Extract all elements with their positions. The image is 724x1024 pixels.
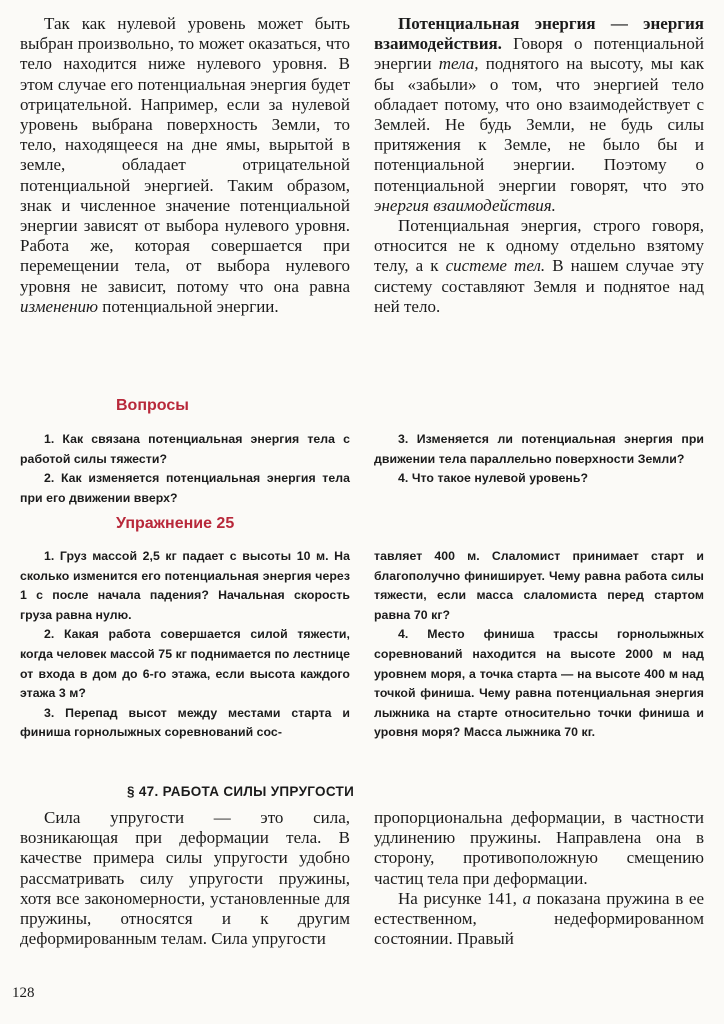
question-2: 2. Как изменяется потенциальная энергия тела при его движении вверх?	[20, 471, 350, 505]
exercise-left	[20, 547, 350, 743]
paragraph-zero-level	[20, 14, 350, 317]
italic-run: энергия взаимодействия.	[374, 195, 556, 215]
paragraph-system-of-bodies	[374, 216, 704, 317]
exercise-1: 1. Груз массой 2,5 кг падает с высоты 10 м. На сколько изменится его потенциальная энергия через 1 с после начала падения? Начальная скорость груза равна нулю.	[20, 549, 350, 622]
question-4: 4. Что такое нулевой уровень?	[398, 471, 589, 486]
section-heading: § 47. РАБОТА СИЛЫ УПРУГОСТИ	[127, 784, 355, 799]
italic-run: системе тел.	[445, 256, 546, 276]
page-number: 128	[12, 985, 35, 1001]
section-right-column	[374, 808, 704, 949]
exercise-3-end: тавляет 400 м. Слаломист принимает старт и благополучно финиширует. Чему равна работа силы тяжести, если масса слаломиста перед стартом равна 70 кг?	[374, 549, 704, 622]
italic-run: тела,	[438, 54, 479, 74]
paragraph-interaction-energy	[374, 14, 704, 216]
text-run: показана пружина в ее естественном, недеформированном состоянии. Правый	[374, 888, 704, 949]
top-right-column	[374, 14, 704, 317]
question-1: 1. Как связана потенциальная энергия тела с работой силы тяжести?	[20, 432, 350, 466]
questions-heading: Вопросы	[116, 397, 189, 414]
text-run: На рисунке 141,	[398, 888, 523, 908]
text-run: В нашем случае эту систему составляют Земля и поднятое над ней тело.	[374, 256, 705, 316]
text-run: поднятого на высоту, мы как бы «забыли» о том, что энергией тело обладает потому, что оно взаимодействует с Землей. Не будь Земли, не будь силы притяжения к Земле, не было бы и потенциальной энергии. Поэтому о потенциальной энергии говорят, что это	[374, 54, 704, 195]
exercise-4: 4. Место финиша трассы горнолыжных соревнований находится на высоте 2000 м над уровнем моря, а точка старта — на высоте 400 м над точкой финиша. Чему равна потенциальная энергия лыжника на старте относительно точки финиша и уровня моря? Масса лыжника 70 кг.	[374, 627, 704, 740]
exercise-right	[374, 547, 704, 743]
exercise-3-start: 3. Перепад высот между местами старта и финиша горнолыжных соревнований сос-	[20, 705, 350, 740]
italic-run: а	[522, 888, 531, 908]
text-run: Потенциальная энергия, строго говоря, относится не к одному отдельно взятому телу, а к	[374, 216, 704, 276]
top-left-column	[20, 14, 350, 317]
bold-run: Потенциальная энергия — энергия взаимодействия.	[374, 14, 704, 54]
questions-right	[374, 430, 704, 489]
paragraph-proportional: пропорциональна деформации, в частности удлинению пружины. Направлена она в сторону, противоположную смещению частиц тела при деформации.	[374, 808, 704, 888]
section-left-column	[20, 808, 350, 949]
text-run: потенциальной энергии.	[98, 296, 279, 316]
exercise-2: 2. Какая работа совершается силой тяжести, когда человек массой 75 кг поднимается по лестнице от входа в дом до 6-го этажа, если высота каждого этажа 3 м?	[20, 627, 350, 701]
exercise-heading: Упражнение 25	[116, 515, 235, 532]
questions-left	[20, 430, 350, 508]
italic-run: изменению	[20, 296, 99, 316]
paragraph-figure-141	[374, 889, 704, 950]
question-3: 3. Изменяется ли потенциальная энергия при движении тела параллельно поверхности Земли?	[374, 432, 704, 466]
text-run: Так как нулевой уровень может быть выбран произвольно, то может оказаться, что тело находится ниже нулевого уровня. В этом случае его потенциальная энергия будет отрицательной. Например, если за нулевой уровень выбрана поверхность Земли, то тело, находящееся на дне ямы, вырытой в земле, обладает отрицательной потенциальной энергией. Таким образом, знак и численное значение потенциальной энергии зависят от выбора нулевого уровня. Работа же, которая совершается при перемещении тела, от выбора нулевого уровня не зависит, потому что она равна	[20, 14, 350, 296]
paragraph-elastic-force: Сила упругости — это сила, возникающая при деформации тела. В качестве примера силы упругости удобно рассматривать силу упругости пружины, хотя все закономерности, установленные для пружины, относятся и к другим деформированным телам. Сила упругости	[20, 808, 350, 949]
text-run: Говоря о потенциальной энергии	[374, 34, 704, 74]
